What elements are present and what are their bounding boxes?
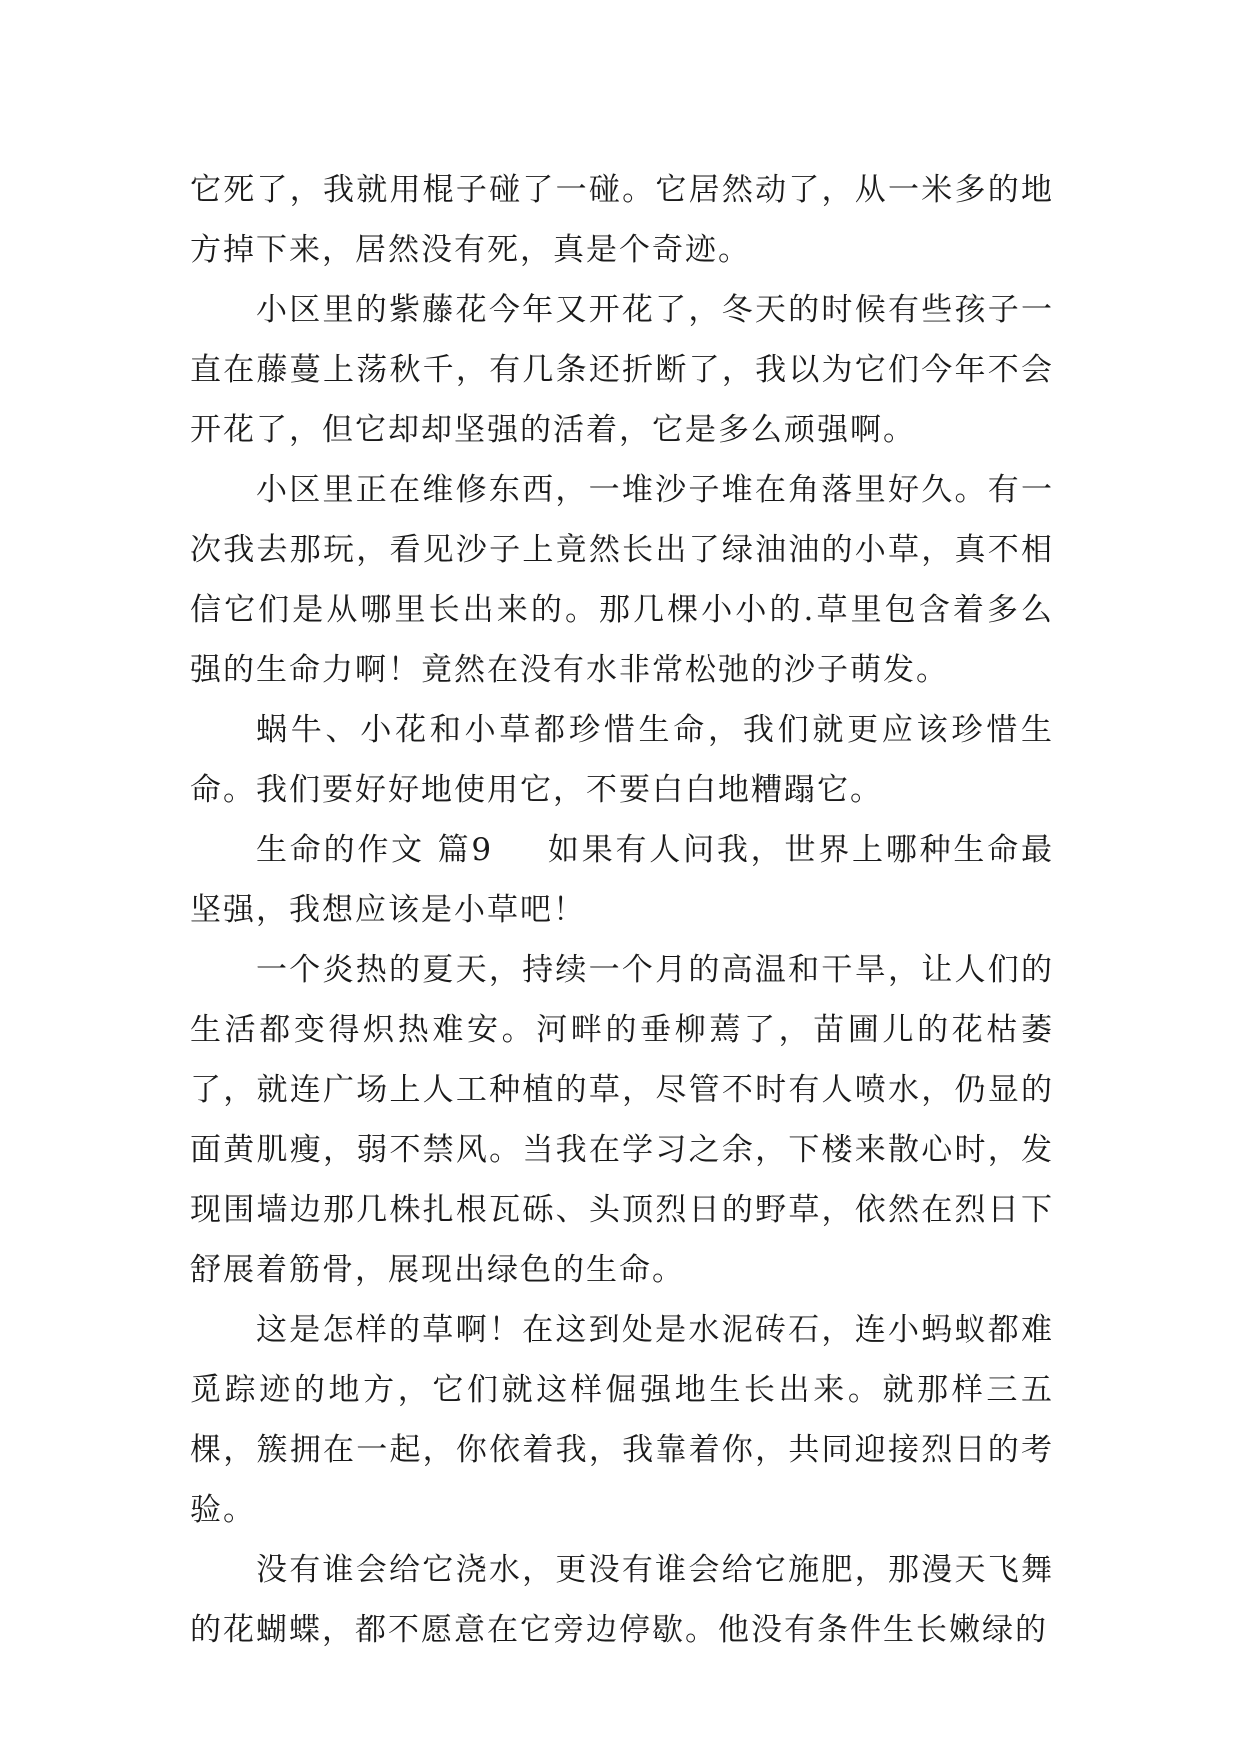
paragraph-6: 一个炎热的夏天，持续一个月的高温和干旱，让人们的生活都变得炽热难安。河畔的垂柳蔫了，苗圃儿的花枯萎了，就连广场上人工种植的草，尽管不时有人喷水，仍显的面黄肌瘦，弱不禁风。当我在学习之余，下楼来散心时，发现围墙边那几株扎根瓦砾、头顶烈日的野草，依然在烈日下舒展着筋骨，展现出绿色的生命。: [190, 952, 1054, 1288]
section-paragraph: [190, 820, 1054, 940]
paragraph-4: 蜗牛、小花和小草都珍惜生命，我们就更应该珍惜生命。我们要好好地使用它，不要白白地糟蹋它。: [190, 712, 1054, 808]
paragraph-2: 小区里的紫藤花今年又开花了，冬天的时候有些孩子一直在藤蔓上荡秋千，有几条还折断了，我以为它们今年不会开花了，但它却却坚强的活着，它是多么顽强啊。: [190, 292, 1054, 448]
section-first-text: 如果有人问我，世界上哪种生命最坚强，我想应该是小草吧！: [190, 832, 1055, 928]
paragraph-8: 没有谁会给它浇水，更没有谁会给它施肥，那漫天飞舞的花蝴蝶，都不愿意在它旁边停歇。他没有条件生长嫩绿的: [190, 1552, 1054, 1648]
paragraph-7: 这是怎样的草啊！在这到处是水泥砖石，连小蚂蚁都难觅踪迹的地方，它们就这样倔强地生长出来。就那样三五棵，簇拥在一起，你依着我，我靠着你，共同迎接烈日的考验。: [190, 1312, 1054, 1528]
section-heading: 生命的作文 篇9: [256, 832, 494, 868]
paragraph-3: 小区里正在维修东西，一堆沙子堆在角落里好久。有一次我去那玩，看见沙子上竟然长出了绿油油的小草，真不相信它们是从哪里长出来的。那几棵小小的.草里包含着多么强的生命力啊！竟然在没有水非常松弛的沙子萌发。: [190, 472, 1054, 688]
paragraph-1: 它死了，我就用棍子碰了一碰。它居然动了，从一米多的地方掉下来，居然没有死，真是个奇迹。: [190, 172, 1054, 268]
document-body: [190, 160, 1054, 1660]
